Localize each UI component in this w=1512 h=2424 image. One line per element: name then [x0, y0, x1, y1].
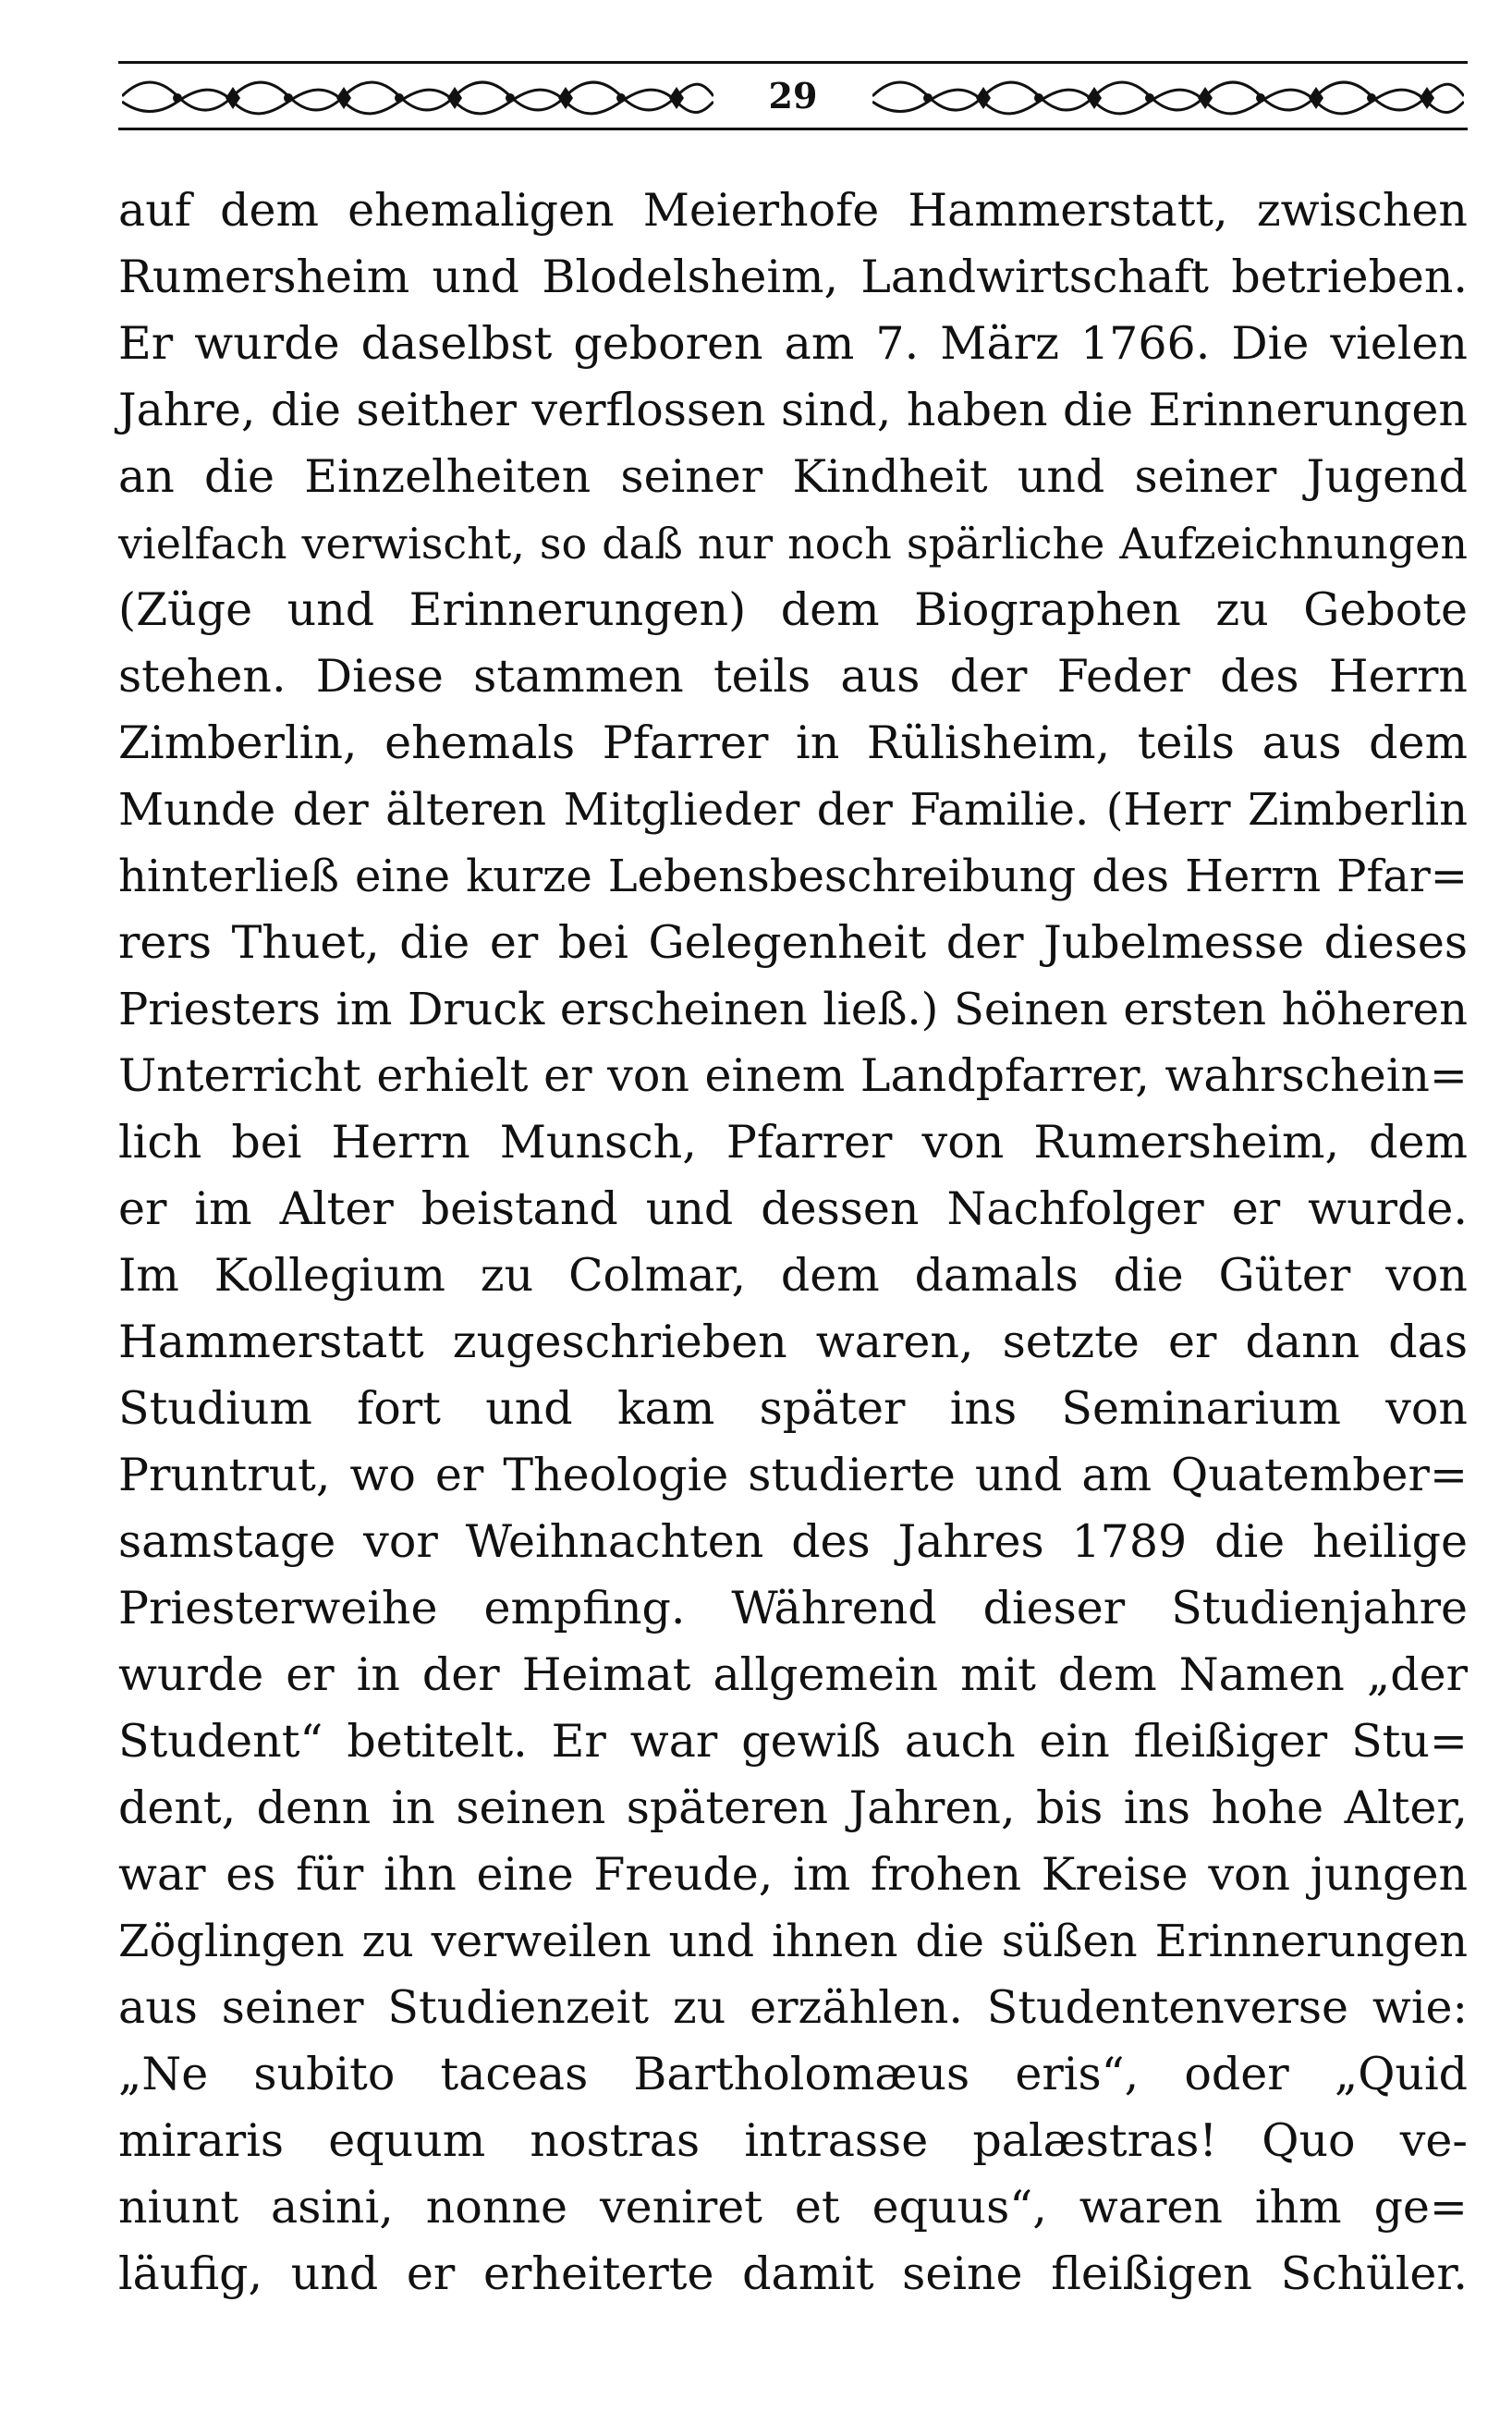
text-line: Zöglingen zu verweilen und ihnen die süßen Erinnerungen	[118, 1916, 1468, 1967]
text-line: „Ne subito taceas Bartholomæus eris“, oder „Quid	[118, 2048, 1468, 2100]
text-line: Rumersheim und Blodelsheim, Landwirtschaft betrieben.	[118, 251, 1468, 303]
page-number: 29	[768, 75, 818, 116]
text-line: Hammerstatt zugeschrieben waren, setzte er dann das	[118, 1316, 1468, 1368]
text-line: war es für ihn eine Freude, im frohen Kreise von jungen	[118, 1848, 1468, 1901]
body-text	[118, 178, 1468, 2308]
text-line: dent, denn in seinen späteren Jahren, bis ins hohe Alter,	[118, 1781, 1468, 1834]
header-rule-top	[118, 61, 1468, 64]
text-line: stehen. Diese stammen teils aus der Feder des Herrn	[118, 650, 1468, 703]
text-line: niunt asini, nonne veniret et equus“, waren ihm ge=	[118, 2181, 1468, 2234]
text-line: läufig, und er erheiterte damit seine fleißigen Schüler.	[118, 2247, 1468, 2300]
text-line: Studium fort und kam später ins Seminarium von	[118, 1382, 1468, 1435]
ornament-border-right	[872, 74, 1464, 118]
text-line: hinterließ eine kurze Lebensbeschreibung des Herrn Pfar=	[118, 851, 1468, 902]
page-header	[118, 61, 1468, 135]
text-line: Priesterweihe empfing. Während dieser Studienjahre	[118, 1582, 1468, 1634]
text-line: wurde er in der Heimat allgemein mit dem Namen „der	[118, 1648, 1468, 1701]
ornament-border-left	[122, 74, 713, 118]
text-line: samstage vor Weihnachten des Jahres 1789 die heilige	[118, 1515, 1468, 1568]
text-line: Munde der älteren Mitglieder der Familie. (Herr Zimberlin	[118, 784, 1468, 836]
text-line: (Züge und Erinnerungen) dem Biographen zu Gebote	[118, 583, 1468, 636]
text-line: miraris equum nostras intrasse palæstras! Quo ve-	[118, 2114, 1468, 2167]
text-line: er im Alter beistand und dessen Nachfolger er wurde.	[118, 1182, 1468, 1235]
text-line: Unterricht erhielt er von einem Landpfarrer, wahrschein=	[118, 1049, 1468, 1102]
text-line: Student“ betitelt. Er war gewiß auch ein fleißiger Stu=	[118, 1715, 1468, 1768]
text-line: lich bei Herrn Munsch, Pfarrer von Rumersheim, dem	[118, 1116, 1468, 1169]
text-line: vielfach verwischt, so daß nur noch spärliche Aufzeichnungen	[118, 519, 1468, 569]
text-line: Jahre, die seither verflossen sind, haben die Erinnerungen	[118, 384, 1468, 436]
text-line: Pruntrut, wo er Theologie studierte und am Quatember=	[118, 1449, 1468, 1501]
text-line: rers Thuet, die er bei Gelegenheit der Jubelmesse dieses	[118, 916, 1468, 969]
text-line: an die Einzelheiten seiner Kindheit und seiner Jugend	[118, 450, 1468, 503]
text-line: Priesters im Druck erscheinen ließ.) Seinen ersten höheren	[118, 984, 1468, 1035]
text-line: Zimberlin, ehemals Pfarrer in Rülisheim, teils aus dem	[118, 716, 1468, 769]
text-line: Er wurde daselbst geboren am 7. März 1766. Die vielen	[118, 317, 1468, 370]
text-line: auf dem ehemaligen Meierhofe Hammerstatt, zwischen	[118, 184, 1468, 237]
header-rule-bottom	[118, 128, 1468, 130]
text-line: aus seiner Studienzeit zu erzählen. Studentenverse wie:	[118, 1981, 1468, 2034]
text-line: Im Kollegium zu Colmar, dem damals die Güter von	[118, 1249, 1468, 1302]
